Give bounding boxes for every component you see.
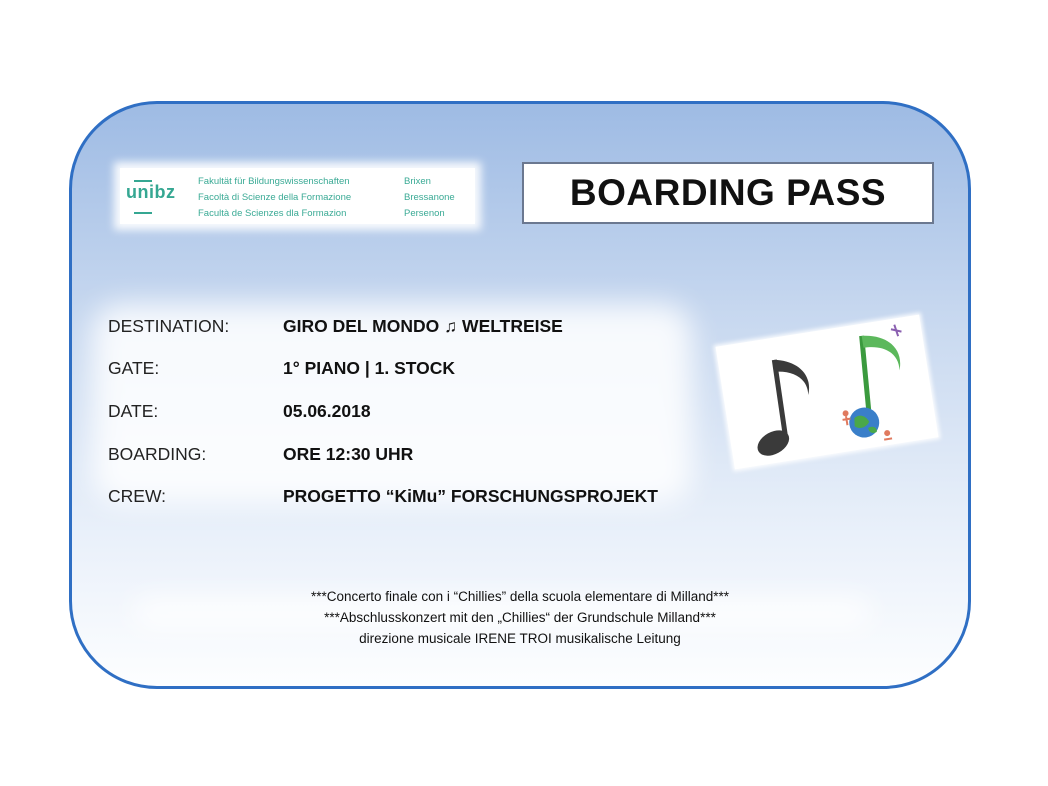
footer-line: ***Concerto finale con i “Chillies” della scuola elementare di Milland*** [311,589,729,604]
faculty-lines [198,174,351,222]
city-name: Persenon [404,208,445,219]
music-notes-picture [716,315,939,470]
boarding-pass-card [69,101,971,689]
footer-line: direzione musicale IRENE TROI musikalische Leitung [359,631,681,646]
faculty-line: Fakultät für Bildungswissenschaften [198,176,350,187]
detail-value: GIRO DEL MONDO ♫ WELTREISE [283,316,563,336]
music-notes-drawing [716,315,939,470]
detail-value: 1° PIANO | 1. STOCK [283,358,456,378]
detail-value: PROGETTO “KiMu” FORSCHUNGSPROJEKT [283,486,658,506]
detail-label: GATE: [108,358,160,378]
detail-value: ORE 12:30 UHR [283,444,414,464]
detail-label: CREW: [108,486,167,506]
black-eighth-note-icon [741,355,820,462]
logo-wordmark: unibz [126,182,176,202]
city-name: Bressanone [404,192,455,203]
detail-label: BOARDING: [108,444,207,464]
title-box [522,162,934,224]
logo-bar-bottom [134,212,152,214]
city-names [404,174,455,222]
unibz-logo [120,168,475,224]
footer-text [72,586,968,649]
footer-line: ***Abschlusskonzert mit den „Chillies“ der Grundschule Milland*** [324,610,716,625]
faculty-line: Facultà de Scienzes dla Formazion [198,208,347,219]
page-title: BOARDING PASS [569,172,887,213]
detail-label: DESTINATION: [108,316,230,336]
faculty-line: Facoltà di Scienze della Formazione [198,192,352,203]
detail-value: 05.06.2018 [283,401,371,421]
city-name: Brixen [404,176,431,187]
detail-label: DATE: [108,401,159,421]
green-music-note-with-globe-icon [829,324,918,446]
